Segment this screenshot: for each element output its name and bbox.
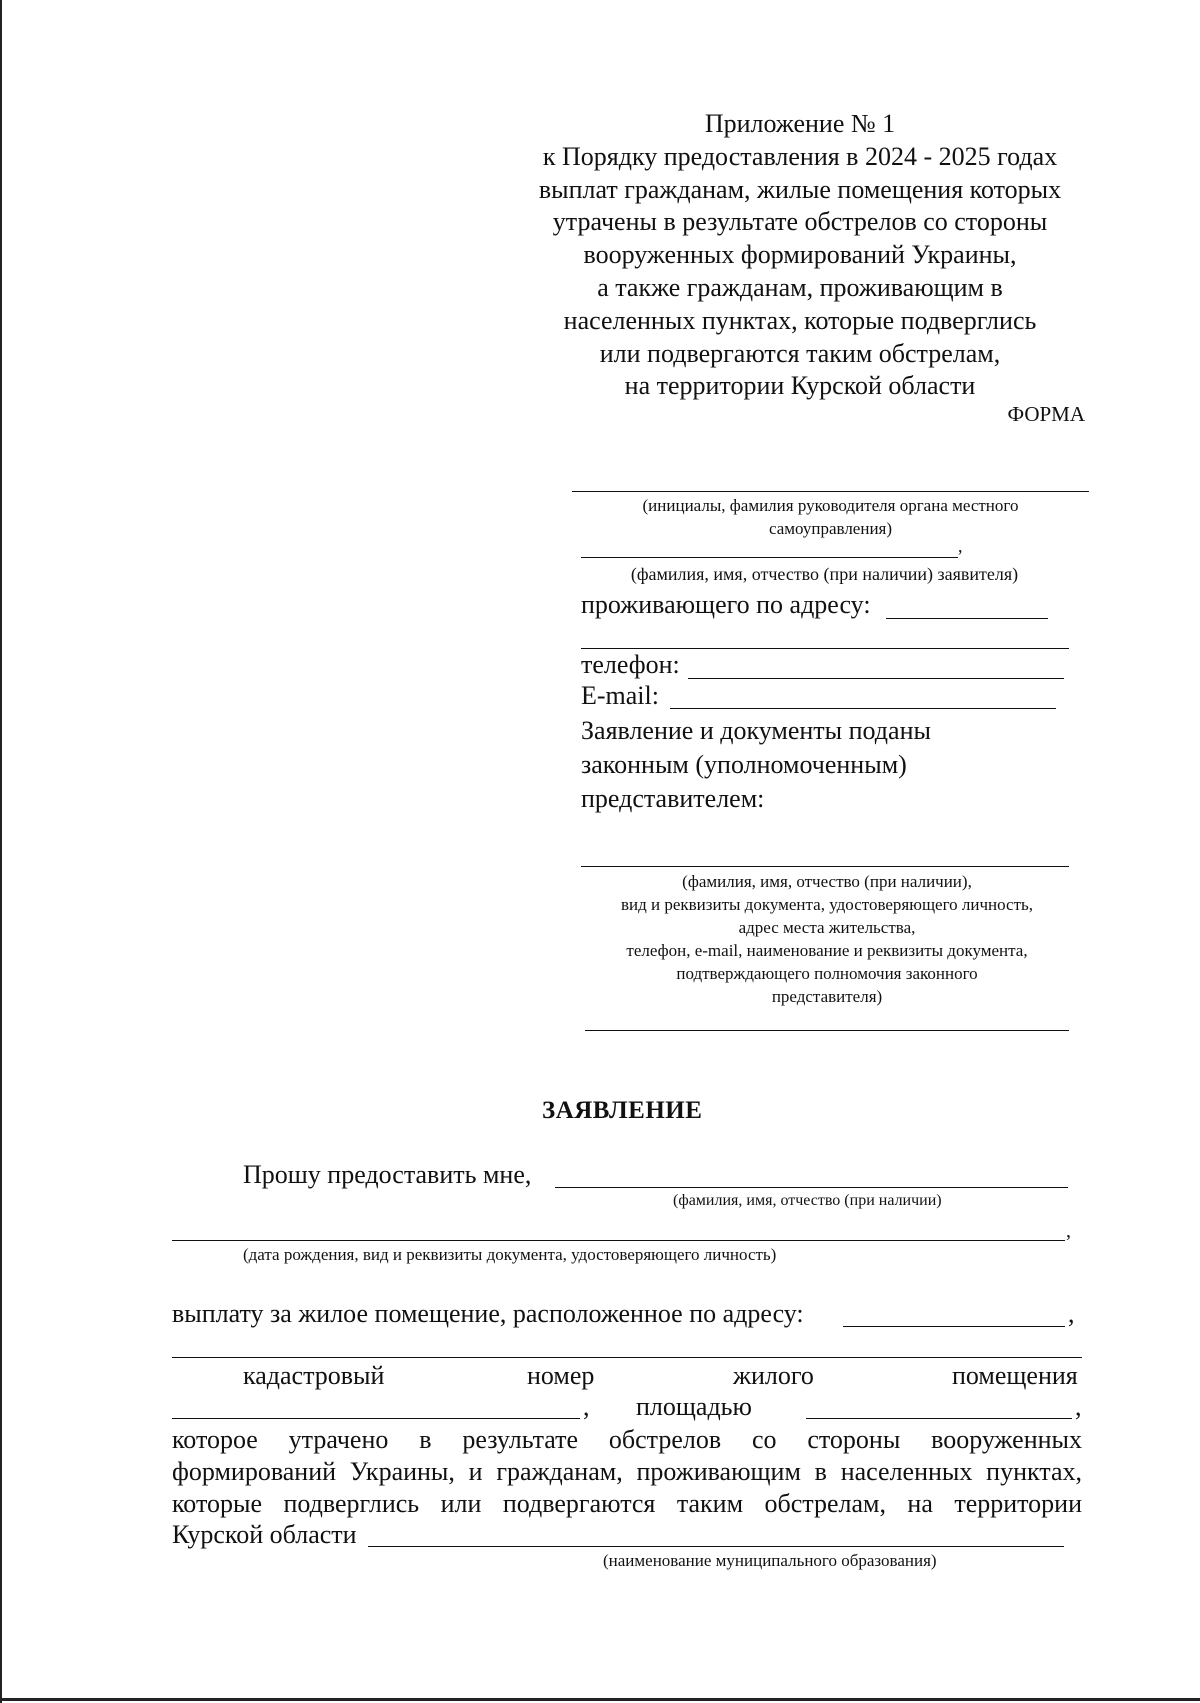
body-line: которые подверглись или подвергаются таким обстрелам, на территории <box>172 1489 1082 1518</box>
rep-caption-line: вид и реквизиты документа, удостоверяющего личность, <box>620 895 1034 914</box>
area-comma: , <box>1075 1392 1082 1421</box>
scan-bottom-edge <box>0 1698 1200 1701</box>
rep-caption-line: подтверждающего полномочия законного <box>676 964 978 983</box>
annex-line: вооруженных формирований Украины, <box>583 240 1017 270</box>
rep-caption-line: представителя) <box>771 987 883 1006</box>
cadastre-word: номер <box>527 1361 595 1390</box>
head-caption-line: самоуправления) <box>768 519 893 538</box>
cadastre-word: жилого <box>733 1361 814 1390</box>
annex-line: выплат гражданам, жилые помещения которых <box>538 174 1062 204</box>
cadastre-word: помещения <box>952 1361 1078 1390</box>
municipality-field[interactable] <box>368 1546 1064 1547</box>
rep-caption-line: (фамилия, имя, отчество (при наличии), <box>682 872 972 891</box>
birth-caption: (дата рождения, вид и реквизиты документа, удостоверяющего личность) <box>243 1245 777 1264</box>
statement-body <box>172 1424 1082 1520</box>
phone-field[interactable] <box>688 678 1064 679</box>
fio-caption: (фамилия, имя, отчество (при наличии) <box>673 1192 942 1209</box>
form-label: ФОРМА <box>1007 402 1085 426</box>
region-text: Курской области <box>172 1520 357 1549</box>
fio-field[interactable] <box>555 1187 1068 1188</box>
property-address-field-2[interactable] <box>172 1357 1082 1358</box>
annex-line: к Порядку предоставления в 2024 - 2025 годах <box>542 141 1058 171</box>
area-field[interactable] <box>806 1418 1072 1419</box>
annex-line: утрачены в результате обстрелов со стороны <box>552 207 1048 237</box>
annex-line: населенных пунктах, которые подверглись <box>563 305 1037 335</box>
applicant-name-field[interactable] <box>581 557 958 558</box>
birth-comma: , <box>1066 1220 1071 1242</box>
rep-caption-line: адрес места жительства, <box>738 918 916 937</box>
annex-line: или подвергаются таким обстрелам, <box>599 338 1001 368</box>
property-address-field[interactable] <box>843 1326 1065 1327</box>
email-field[interactable] <box>670 708 1056 709</box>
scan-left-edge <box>0 0 2 1703</box>
representative-block <box>581 714 931 816</box>
representative-line: законным (уполномоченным) <box>581 750 907 779</box>
address-field-2[interactable] <box>581 648 1069 649</box>
area-word: площадью <box>636 1392 752 1421</box>
representative-field[interactable] <box>581 866 1069 867</box>
payment-text: выплату за жилое помещение, расположенное по адресу: <box>172 1299 804 1328</box>
representative-line: Заявление и документы поданы <box>581 716 931 745</box>
phone-label: телефон: <box>581 650 680 679</box>
birth-field[interactable] <box>172 1240 1065 1241</box>
body-line: которое утрачено в результате обстрелов со стороны вооруженных <box>172 1425 1082 1454</box>
address-label: проживающего по адресу: <box>581 590 871 619</box>
body-line: формирований Украины, и гражданам, проживающим в населенных пунктах, <box>172 1457 1082 1486</box>
address-field[interactable] <box>886 618 1048 619</box>
request-text: Прошу предоставить мне, <box>243 1160 532 1189</box>
representative-caption <box>572 870 1082 1008</box>
annex-line: а также гражданам, проживающим в <box>597 272 1003 302</box>
cadastre-comma: , <box>583 1392 590 1421</box>
cadastral-number-field[interactable] <box>172 1418 580 1419</box>
statement-title: ЗАЯВЛЕНИЕ <box>542 1097 703 1124</box>
head-caption <box>572 494 1089 540</box>
head-caption-line: (инициалы, фамилия руководителя органа местного <box>642 496 1019 515</box>
rep-caption-line: телефон, e-mail, наименование и реквизиты документа, <box>626 941 1028 960</box>
email-label: E-mail: <box>581 681 659 710</box>
representative-field-2[interactable] <box>585 1030 1069 1031</box>
cadastre-word: кадастровый <box>243 1361 385 1390</box>
address-comma: , <box>1068 1299 1075 1328</box>
municipality-caption: (наименование муниципального образования) <box>603 1551 937 1570</box>
applicant-caption: (фамилия, имя, отчество (при наличии) заявителя) <box>630 564 1019 584</box>
annex-header <box>500 108 1100 403</box>
annex-line: на территории Курской области <box>624 371 976 401</box>
head-name-field[interactable] <box>572 491 1089 492</box>
applicant-comma: , <box>958 536 963 556</box>
representative-line: представителем: <box>581 784 765 813</box>
annex-line: Приложение № 1 <box>704 109 896 138</box>
